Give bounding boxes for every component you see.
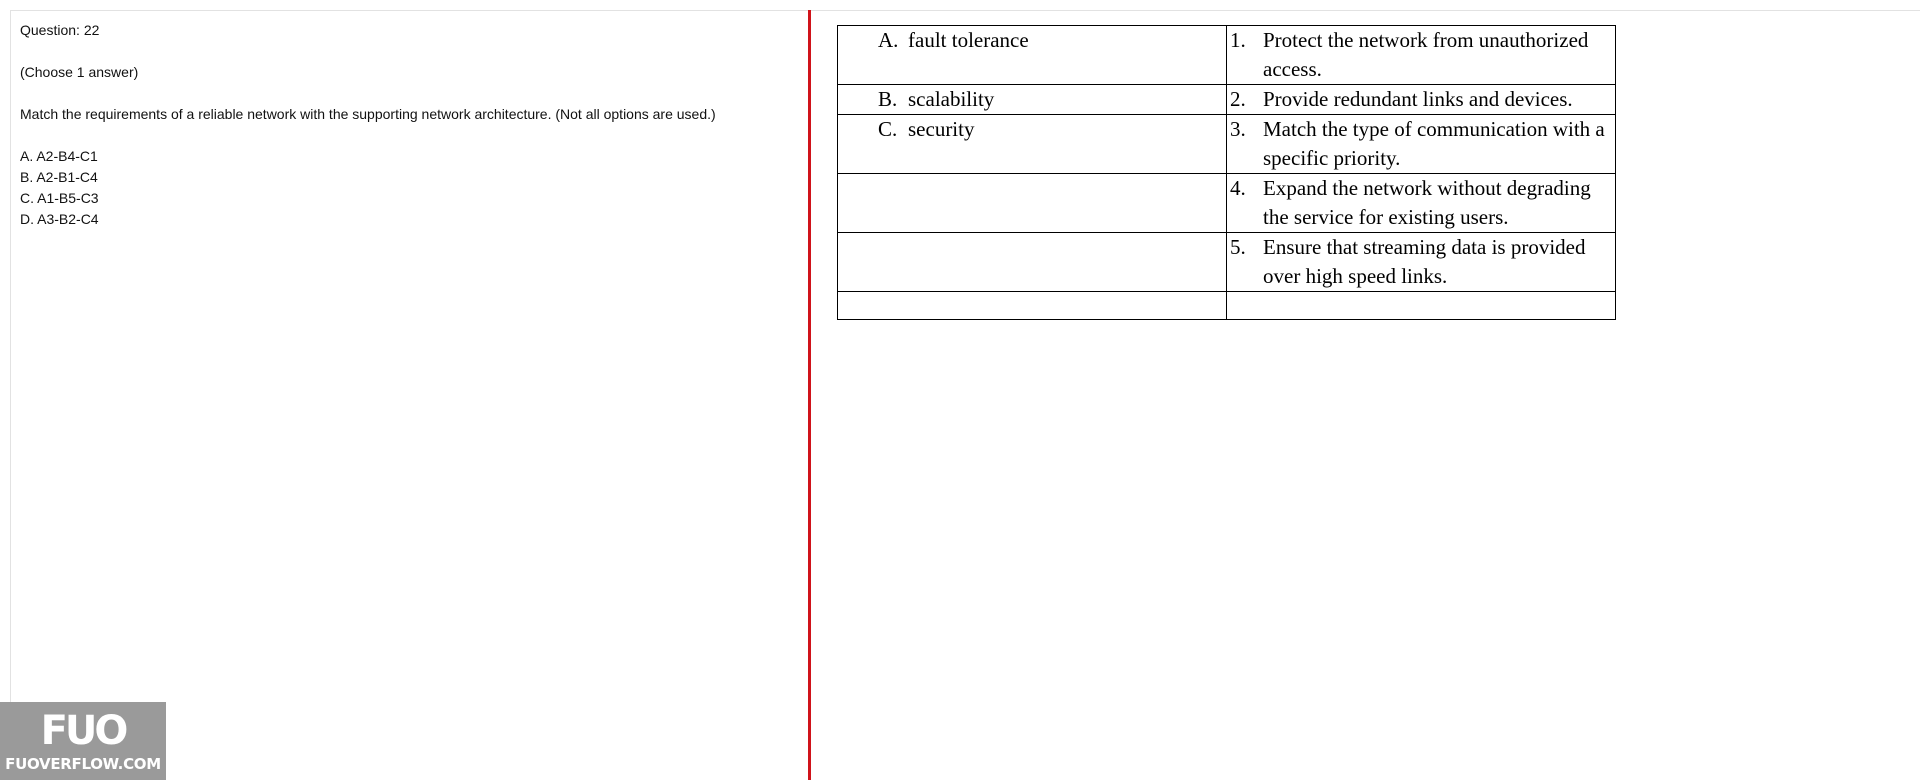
requirement-cell-empty xyxy=(838,233,1227,292)
option-text: Match the type of communication with a specific priority. xyxy=(1263,117,1605,170)
option-cell xyxy=(1227,233,1616,292)
option-text: Provide redundant links and devices. xyxy=(1263,87,1573,111)
requirement-letter: A. xyxy=(878,28,899,52)
table-row-empty xyxy=(838,292,1616,320)
question-instruction: (Choose 1 answer) xyxy=(20,64,139,80)
answer-option-c[interactable]: C. A1-B5-C3 xyxy=(20,190,99,206)
option-number: 4. xyxy=(1230,176,1246,200)
table-row xyxy=(838,174,1616,233)
answer-option-d[interactable]: D. A3-B2-C4 xyxy=(20,211,99,227)
requirement-text: fault tolerance xyxy=(908,28,1029,52)
question-number: Question: 22 xyxy=(20,22,100,38)
option-cell xyxy=(1227,174,1616,233)
top-border xyxy=(10,10,1920,11)
requirement-cell-empty xyxy=(838,174,1227,233)
table-row xyxy=(838,26,1616,85)
watermark-logo xyxy=(0,702,166,780)
table-row xyxy=(838,233,1616,292)
question-pane xyxy=(20,20,800,230)
table-row xyxy=(838,85,1616,115)
question-prompt: Match the requirements of a reliable network with the supporting network architecture. (Not all options are used.) xyxy=(20,106,716,122)
requirement-text: scalability xyxy=(908,87,995,111)
answer-option-b[interactable]: B. A2-B1-C4 xyxy=(20,169,98,185)
requirement-letter: B. xyxy=(878,87,898,111)
option-cell xyxy=(1227,85,1616,115)
option-text: Protect the network from unauthorized access. xyxy=(1263,28,1589,81)
answer-option-a[interactable]: A. A2-B4-C1 xyxy=(20,148,98,164)
empty-cell xyxy=(1227,292,1616,320)
watermark-site-name: FUOVERFLOW.COM xyxy=(5,755,161,773)
option-number: 2. xyxy=(1230,87,1246,111)
pane-divider xyxy=(808,10,811,780)
option-cell xyxy=(1227,26,1616,85)
option-number: 1. xyxy=(1230,28,1246,52)
requirement-cell xyxy=(838,85,1227,115)
table-row xyxy=(838,115,1616,174)
empty-cell xyxy=(838,292,1227,320)
left-border xyxy=(10,10,11,780)
option-text: Ensure that streaming data is provided over high speed links. xyxy=(1263,235,1586,288)
option-cell xyxy=(1227,115,1616,174)
requirement-letter: C. xyxy=(878,117,898,141)
watermark-logo-mark: FUO xyxy=(40,708,126,754)
option-number: 5. xyxy=(1230,235,1246,259)
option-number: 3. xyxy=(1230,117,1246,141)
requirement-text: security xyxy=(908,117,975,141)
requirement-cell xyxy=(838,115,1227,174)
option-text: Expand the network without degrading the service for existing users. xyxy=(1263,176,1591,229)
requirement-cell xyxy=(838,26,1227,85)
matching-table xyxy=(837,25,1616,320)
